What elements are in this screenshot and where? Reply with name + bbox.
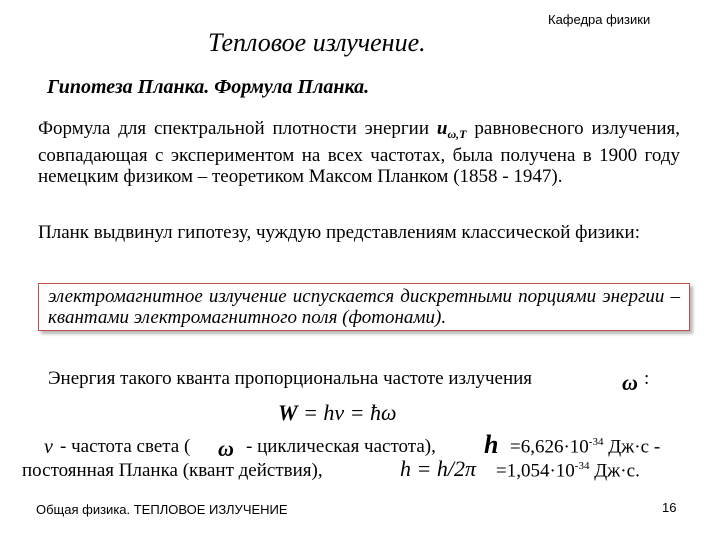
planck-constant-symbol: h	[484, 430, 499, 459]
para1-before: Формула для спектральной плотности энергии	[38, 118, 437, 139]
page-number: 16	[662, 500, 677, 515]
nu-symbol: ν	[44, 436, 53, 458]
footer-course-title: Общая физика. ТЕПЛОВОЕ ИЗЛУЧЕНИЕ	[36, 502, 288, 517]
slide-subtitle: Гипотеза Планка. Формула Планка.	[47, 76, 370, 98]
omega-symbol: ω	[622, 370, 638, 395]
h-value-unit: Дж·с -	[603, 436, 661, 458]
energy-density-subscript: ω,T	[447, 127, 467, 141]
h-value-exponent: -34	[588, 436, 604, 448]
department-label: Кафедра физики	[548, 12, 651, 27]
nu-description: - частота света (	[60, 436, 191, 457]
reduced-planck-formula: h = h/2π	[400, 456, 476, 481]
formula-lhs: W	[278, 400, 298, 425]
omega-description: - циклическая частота),	[246, 436, 436, 457]
energy-statement: Энергия такого кванта пропорциональна частоте излучения	[48, 368, 533, 389]
omega-symbol-note: ω	[218, 436, 234, 461]
energy-colon: :	[644, 368, 650, 389]
planck-constant-description: постоянная Планка (квант действия),	[22, 460, 323, 481]
planck-constant-value	[510, 436, 660, 458]
hypothesis-box	[38, 283, 690, 331]
reduced-planck-value	[496, 460, 640, 482]
para1-after: равновесного излучения, совпадающая с экспериментом на всех частотах, была получена в 1900 году немецким физиком – теоретиком Максом Планком (1858 - 1947).	[38, 118, 680, 187]
planck-formula-paragraph	[38, 118, 680, 187]
photon-energy-formula	[278, 400, 397, 426]
hypothesis-intro-paragraph: Планк выдвинул гипотезу, чуждую представлениям классической физики:	[38, 222, 640, 243]
energy-density-symbol	[437, 118, 467, 139]
energy-density-letter: u	[436, 118, 448, 139]
hbar-value-unit: Дж·с.	[589, 460, 640, 482]
hbar-value-exponent: -34	[574, 460, 590, 472]
formula-rhs: = hν = ħω	[297, 400, 397, 425]
hbar-value-mantissa: =1,054·10	[496, 460, 575, 482]
h-value-mantissa: =6,626·10	[510, 436, 589, 458]
hypothesis-text: электромагнитное излучение испускается дискретными порциями энергии – квантами электромагнитного поля (фотонами).	[48, 286, 680, 328]
slide-title: Тепловое излучение.	[208, 28, 426, 57]
